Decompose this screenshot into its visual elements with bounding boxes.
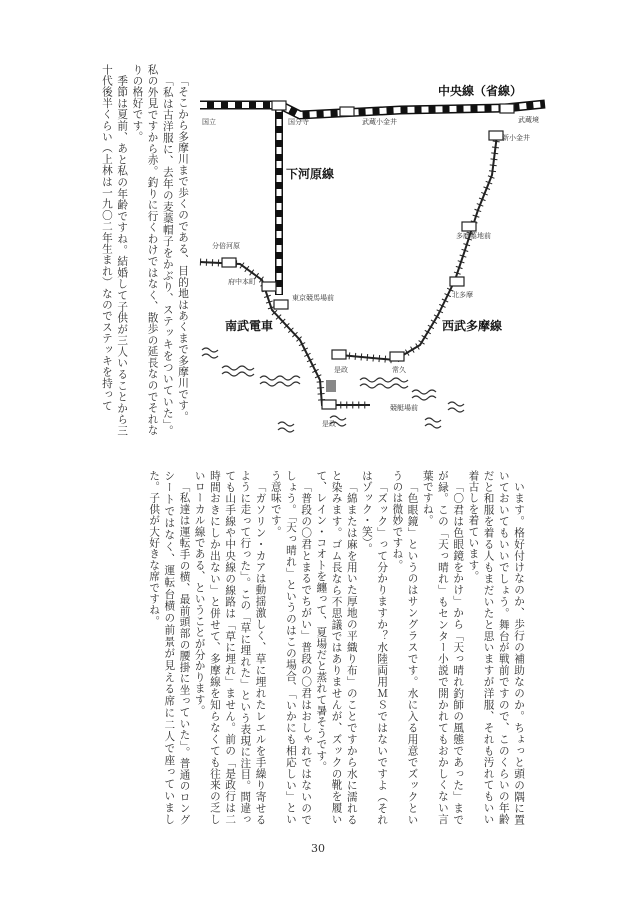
station-label-shinkoganei: 新小金井	[502, 134, 530, 142]
paragraph: 「ズック」って分かりますか？水陸両用ＭＳではないですよ（それはゾック・笑）。	[360, 470, 389, 825]
line-label-nambu: 南武電車	[225, 319, 274, 333]
station-label-yanokuchi: 是政	[334, 366, 348, 374]
station-label-kyobashi: 競艇場前	[390, 404, 418, 412]
station-label-kokubunji: 国分寺	[288, 118, 309, 126]
station-label-musashikoganei: 武蔵小金井	[362, 118, 397, 126]
station-label-kunitachi: 国立	[202, 118, 216, 126]
station-label-kitatama: 北多摩	[452, 291, 473, 299]
page-number: 30	[311, 842, 325, 855]
paragraph: 「私は古洋服に、去年の麦藁帽子をかぶり、ステッキをついていた」。私の外見ですから赤。釣りに行くわけではなく、散歩の延長なのでそれなりの格好です。	[131, 64, 174, 436]
text-block-upper	[84, 64, 190, 436]
paragraph: 季節は夏前、あと私の年齢ですね。結婚して子供が三人いることから三十代後半くらい（上林は一九〇二年生まれ）なのでステッキを持って	[100, 64, 129, 436]
line-label-seibu-tamagawa: 西武多摩線	[442, 319, 503, 333]
paragraph: 「色眼鏡」というのはサングラスです。水に入る用意でズックというのは微妙ですね。	[391, 470, 419, 825]
paragraph: 「綿または麻を用いた厚地の平織り布」のことですから水に濡れると染みます。ゴム長なら不思議ではありませんが、ズックの靴を履いて、レイン・コオトを纏って、夏場だと蒸れて暑そうです。	[315, 470, 358, 825]
station-label-koremasa: 是政	[322, 420, 336, 428]
station-label-bubaigawara: 分倍河原	[212, 242, 240, 250]
station-label-musashisakai: 武蔵境	[518, 116, 539, 124]
station-label-tamabochimae: 多磨墓地前	[456, 232, 491, 240]
paragraph: 「そこから多摩川まで歩くのである、目的地はあくまで多摩川です。	[177, 74, 189, 422]
chuo-line	[200, 104, 545, 115]
station-boxes	[222, 101, 514, 409]
station-label-tokyo-keibajo: 東京競馬場前	[292, 294, 334, 302]
paragraph: います。格好付けなのか、歩行の補助なのか。ちょっと頭の隅に置いておいてもいいでしょう。舞台が戦前ですので、このくらいの年齢だと和服を着る人もまだいたと思いますが洋服、それも汚れてもいい着古しを着ています。	[467, 470, 525, 825]
paragraph: 「〇君は色眼鏡をかけ」から「天っ晴れ釣師の風態であった」までが緑。この「天っ晴れ」もセンター小説で開かれてもおかしくない言葉ですね。	[421, 470, 465, 825]
paragraph: 「私達は運転手の横、最前頭部の腰掛に坐っていた」。普通のロングシートではなく、運転台横の前景が見える席に二人で座っていました。子供が大好きな席ですね。	[148, 470, 191, 825]
nambu-line	[200, 262, 370, 405]
line-label-shimogawara: 下河原線	[286, 167, 335, 181]
text-block-lower	[106, 470, 526, 825]
paragraph: 「普段の〇君とまるでちがい」普段の〇君はおしゃれではないのでしょう。「天っ晴れ」というのはこの場合、「いかにも相応しい」という意味です。	[269, 470, 313, 825]
line-label-chuo: 中央線（省線）	[438, 84, 523, 98]
paragraph: 「ガソリン・カアは動揺激しく、草に埋れたレエルを手繰り寄せるように走って行った」。この「草に埋れた」という表現に注目。間違っても山手線や中央線の線路は「草に埋れ」ません。前の「是政行は二時間おきにしか出ない」と併せて、多摩線を知らなくても往来の乏しいローカル線である、ということが分かります。	[193, 470, 267, 825]
station-label-fuchuhommachi: 府中本町	[228, 278, 256, 286]
station-label-tamagawara: 常久	[392, 366, 406, 374]
